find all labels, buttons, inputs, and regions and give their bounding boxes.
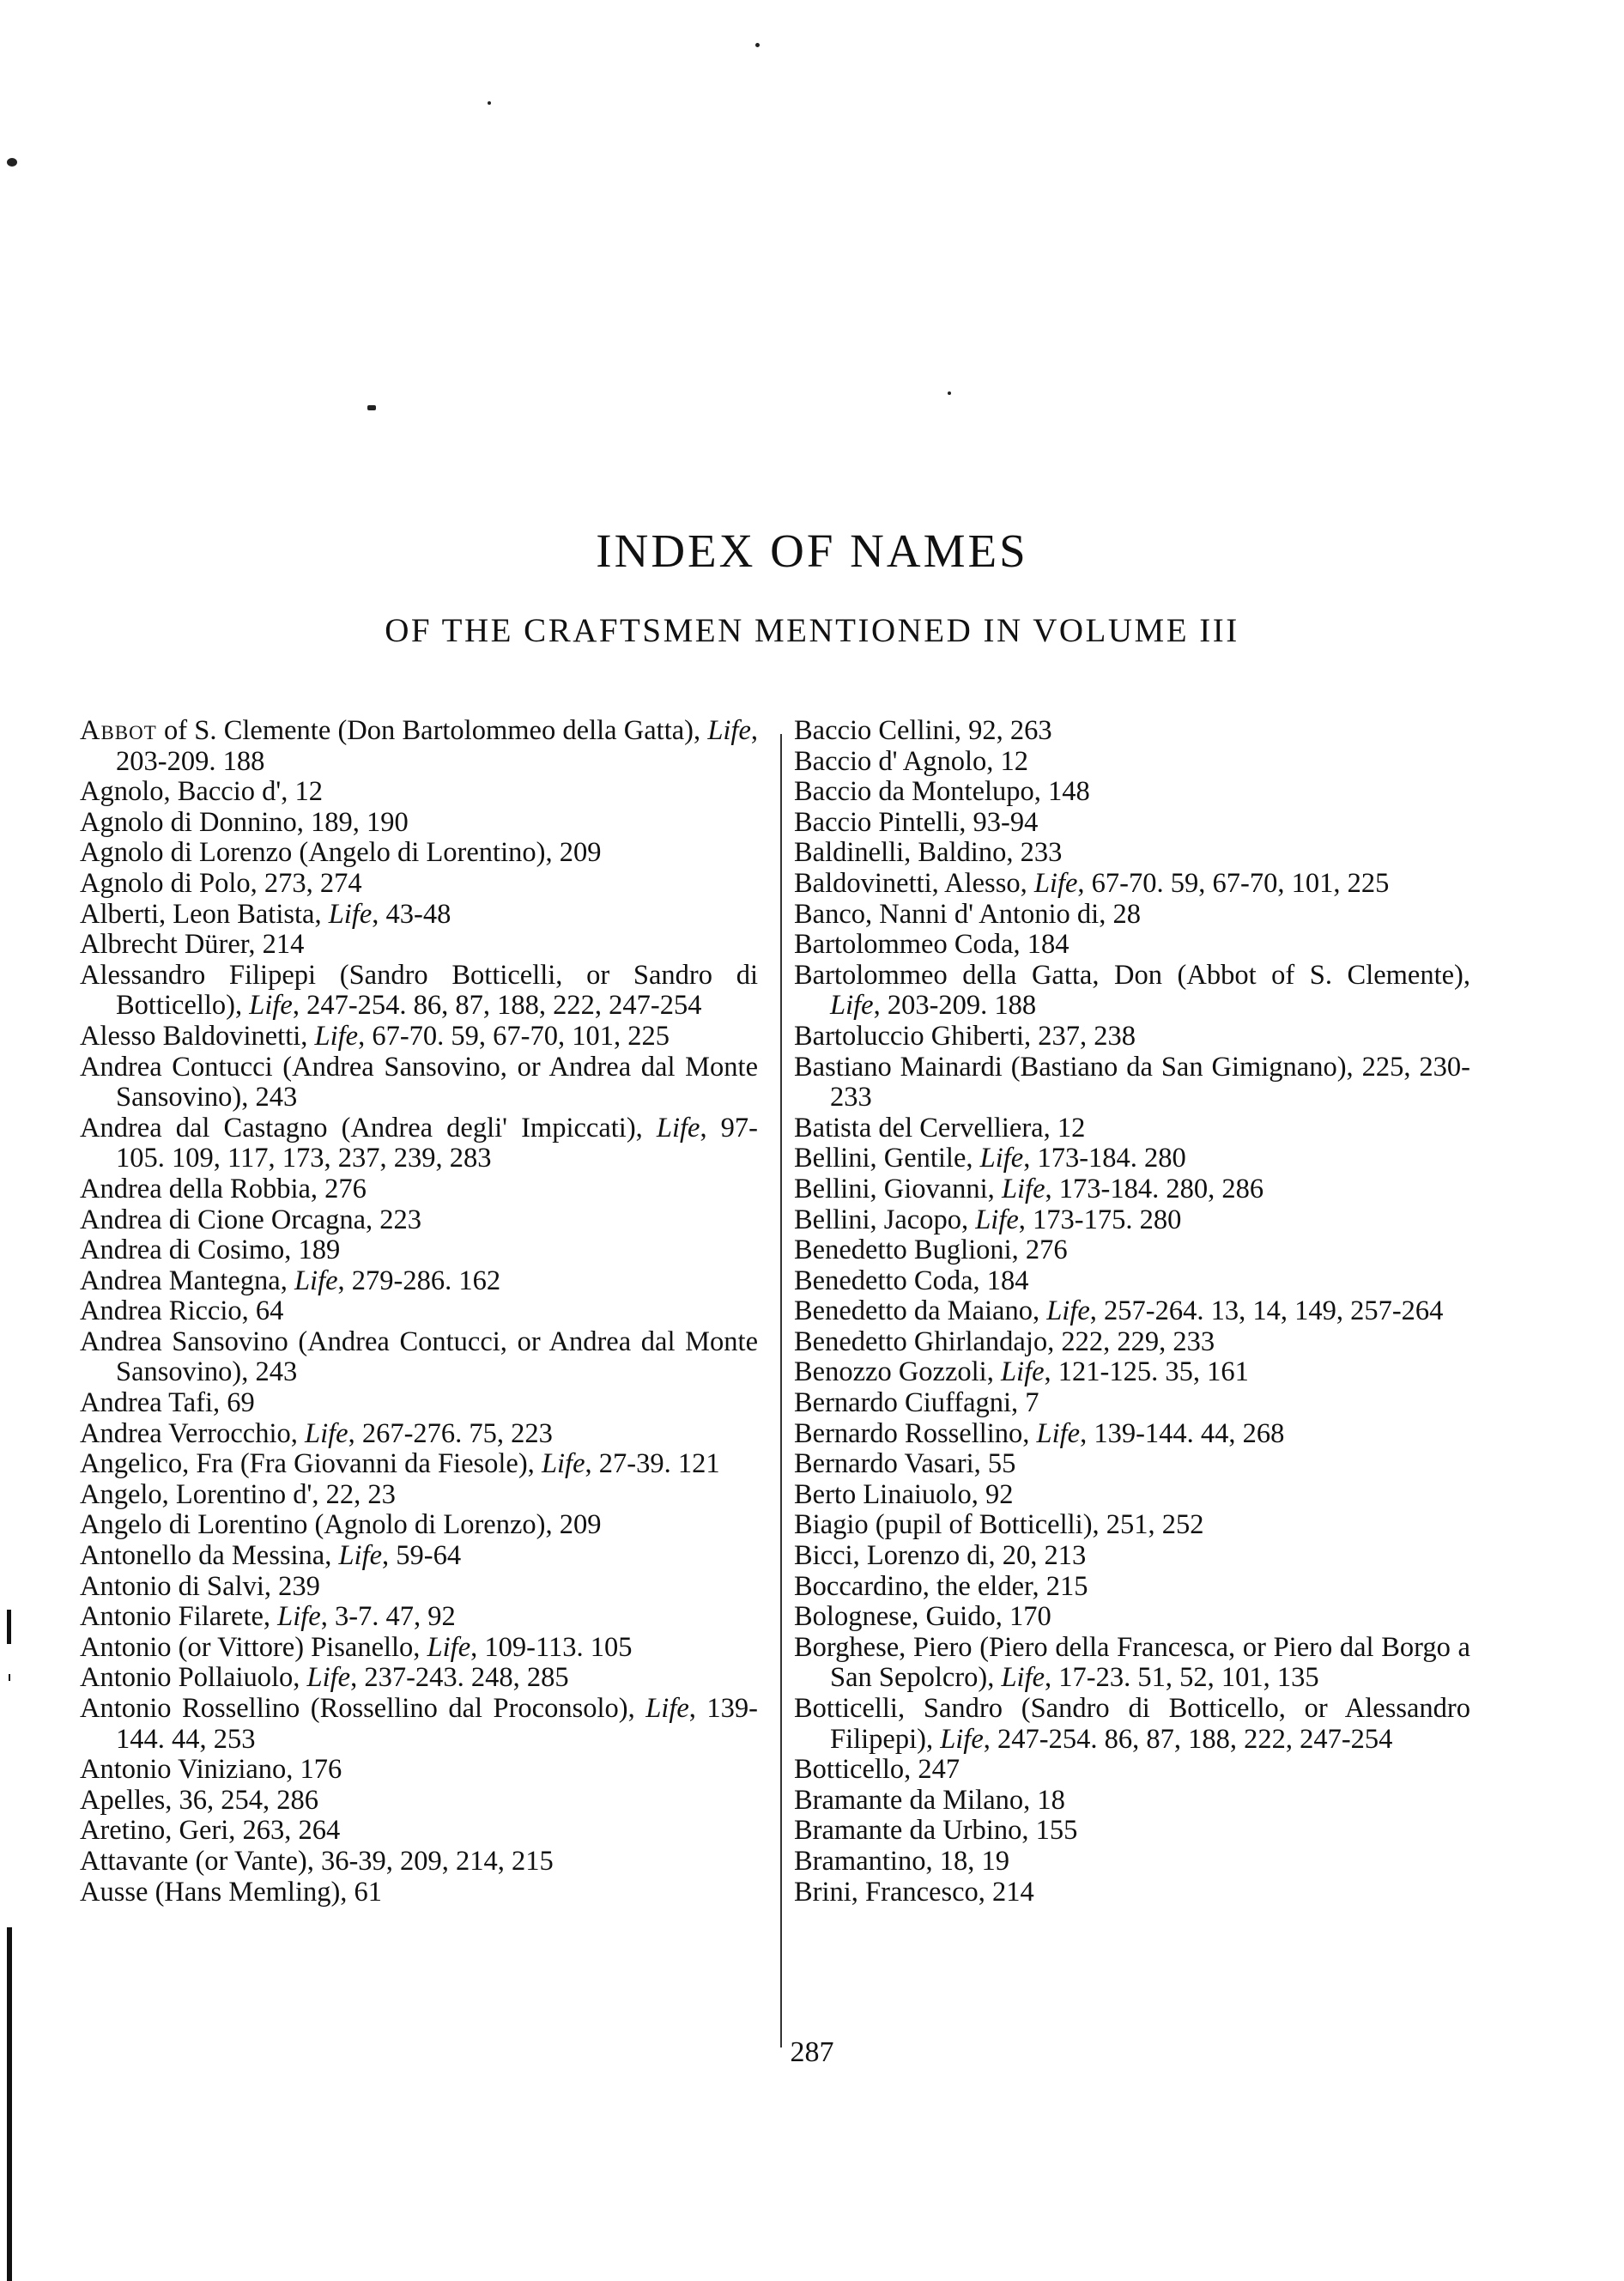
index-entry — [80, 1847, 758, 1878]
index-entry — [80, 1755, 758, 1786]
entry-life-label: Life — [645, 1693, 689, 1724]
column-divider — [780, 734, 782, 2047]
entry-name: Andrea Tafi, 69 — [80, 1387, 255, 1419]
index-entry — [794, 1694, 1470, 1755]
entry-life-label: Life — [338, 1540, 383, 1572]
index-entry — [80, 1663, 758, 1694]
index-entry — [794, 1510, 1470, 1541]
entry-pages: , 67-70. 59, 67-70, 101, 225 — [1077, 867, 1390, 899]
entry-name: Bastiano Mainardi (Bastiano da San Gimignano), 225, 230-233 — [794, 1051, 1470, 1113]
index-entry — [794, 777, 1470, 808]
entry-pages: , 267-276. 75, 223 — [348, 1417, 553, 1449]
entry-name: Bernardo Rossellino, — [794, 1417, 1037, 1449]
index-entry — [80, 1296, 758, 1327]
entry-name: Batista del Cervelliera, 12 — [794, 1112, 1086, 1144]
index-entry — [80, 1694, 758, 1755]
index-column-left — [80, 716, 758, 1908]
entry-name: Angelico, Fra (Fra Giovanni da Fiesole), — [80, 1448, 542, 1480]
index-entry — [794, 1266, 1470, 1297]
entry-name: Berto Linaiuolo, 92 — [794, 1478, 1014, 1510]
entry-life-label: Life — [427, 1631, 471, 1663]
entry-pages: , 247-254. 86, 87, 188, 222, 247-254 — [292, 990, 702, 1022]
entry-name: Andrea Riccio, 64 — [80, 1295, 284, 1327]
entry-name: Ausse (Hans Memling), 61 — [80, 1876, 383, 1908]
index-entry — [80, 838, 758, 869]
index-entry — [794, 1633, 1470, 1694]
entry-pages: , 3-7. 47, 92 — [320, 1601, 456, 1633]
index-entry — [80, 1419, 758, 1450]
entry-name: Alessandro Filipepi (Sandro Botticelli, or Sandro di Botticello), — [80, 959, 758, 1022]
entry-pages: , 27-39. 121 — [585, 1448, 720, 1480]
index-entry — [80, 1174, 758, 1205]
entry-name: Andrea di Cosimo, 189 — [80, 1235, 341, 1266]
entry-name: Bartoluccio Ghiberti, 237, 238 — [794, 1020, 1136, 1052]
entry-name: Baldinelli, Baldino, 233 — [794, 837, 1063, 869]
index-entry — [794, 1786, 1470, 1817]
entry-pages: , 173-184. 280, 286 — [1045, 1173, 1264, 1204]
entry-name: Bramantino, 18, 19 — [794, 1845, 1009, 1877]
scan-margin-mark — [7, 1610, 11, 1644]
index-entry — [80, 930, 758, 961]
entry-pages: , 203-209. 188 — [873, 990, 1037, 1022]
entry-pages: , 17-23. 51, 52, 101, 135 — [1045, 1662, 1319, 1694]
entry-pages: , 43-48 — [372, 898, 451, 930]
page-subtitle: OF THE CRAFTSMEN MENTIONED IN VOLUME III — [385, 612, 1239, 649]
entry-name: Botticelli, Sandro (Sandro di Botticello, or Alessandro Filipepi), — [794, 1693, 1470, 1755]
index-entry — [794, 838, 1470, 869]
entry-name: Botticello, 247 — [794, 1754, 960, 1786]
entry-life-label: Life — [1033, 867, 1078, 899]
entry-life-label: Life — [305, 1417, 348, 1449]
index-entry — [794, 961, 1470, 1022]
entry-life-label: Life — [975, 1204, 1019, 1235]
index-entry — [80, 1235, 758, 1266]
index-entry — [794, 1878, 1470, 1908]
entry-pages: , 139-144. 44, 253 — [116, 1693, 758, 1755]
index-entry — [80, 1022, 758, 1053]
index-entry — [794, 1449, 1470, 1480]
entry-name: Bellini, Gentile, — [794, 1143, 980, 1174]
index-entry — [80, 808, 758, 839]
index-entry — [794, 1572, 1470, 1603]
entry-life-label: Life — [1000, 1356, 1045, 1388]
entry-name: Andrea di Cione Orcagna, 223 — [80, 1204, 421, 1235]
index-entry — [794, 1205, 1470, 1236]
index-entry — [80, 1053, 758, 1113]
index-entry — [794, 930, 1470, 961]
entry-name: Antonio Viniziano, 176 — [80, 1754, 342, 1786]
scan-speck — [488, 101, 491, 105]
entry-life-label: Life — [328, 898, 373, 930]
entry-name: Agnolo di Donnino, 189, 190 — [80, 806, 409, 838]
index-entry — [794, 1602, 1470, 1633]
entry-pages: , 59-64 — [382, 1540, 462, 1572]
entry-name: Benedetto Buglioni, 276 — [794, 1235, 1068, 1266]
index-entry — [80, 1786, 758, 1817]
index-entry — [794, 1755, 1470, 1786]
entry-pages: , 139-144. 44, 268 — [1080, 1417, 1285, 1449]
index-entry — [794, 1296, 1470, 1327]
index-entry — [794, 747, 1470, 778]
entry-name: Boccardino, the elder, 215 — [794, 1570, 1088, 1602]
scan-margin-mark — [9, 1674, 10, 1681]
entry-name: Attavante (or Vante), 36-39, 209, 214, 215 — [80, 1845, 554, 1877]
index-entry — [80, 1541, 758, 1572]
entry-lead: Abbot — [80, 715, 157, 746]
entry-life-label: Life — [979, 1143, 1024, 1174]
entry-name: Borghese, Piero (Piero della Francesca, or Piero dal Borgo a San Sepolcro), — [794, 1631, 1470, 1694]
index-entry — [794, 1480, 1470, 1511]
scan-speck — [367, 405, 376, 410]
index-entry — [794, 1541, 1470, 1572]
scan-margin-mark — [7, 1927, 12, 2281]
entry-name: Brini, Francesco, 214 — [794, 1876, 1034, 1908]
entry-name: Agnolo, Baccio d', 12 — [80, 776, 323, 808]
entry-pages: , 67-70. 59, 67-70, 101, 225 — [358, 1020, 670, 1052]
index-entry — [80, 1480, 758, 1511]
index-entry — [80, 1816, 758, 1847]
index-entry — [794, 900, 1470, 931]
index-entry — [794, 808, 1470, 839]
index-entry — [80, 1510, 758, 1541]
index-entry — [80, 1602, 758, 1633]
entry-life-label: Life — [249, 990, 293, 1022]
index-entry — [794, 1357, 1470, 1388]
entry-name: Agnolo di Polo, 273, 274 — [80, 867, 362, 899]
entry-name: Benedetto da Maiano, — [794, 1295, 1047, 1327]
entry-name: Andrea della Robbia, 276 — [80, 1173, 367, 1204]
entry-pages: , 121-125. 35, 161 — [1044, 1356, 1249, 1388]
index-entry — [80, 1449, 758, 1480]
entry-pages: , 247-254. 86, 87, 188, 222, 247-254 — [983, 1723, 1393, 1755]
entry-name: Baccio d' Agnolo, 12 — [794, 745, 1029, 777]
entry-name: Antonio Rossellino (Rossellino dal Proconsolo), — [80, 1693, 646, 1724]
page-number: 287 — [790, 2036, 834, 2068]
entry-name: Baldovinetti, Alesso, — [794, 867, 1034, 899]
entry-name: Andrea Verrocchio, — [80, 1417, 305, 1449]
entry-name: Baccio Cellini, 92, 263 — [794, 715, 1052, 746]
scan-speck — [755, 43, 760, 47]
entry-life-label: Life — [277, 1601, 321, 1633]
entry-name: Angelo, Lorentino d', 22, 23 — [80, 1478, 396, 1510]
index-entry — [80, 961, 758, 1022]
scan-speck — [7, 158, 17, 167]
entry-pages: , 173-184. 280 — [1023, 1143, 1186, 1174]
index-entry — [794, 1144, 1470, 1174]
entry-name: Bartolommeo della Gatta, Don (Abbot of S. Clemente), — [794, 959, 1470, 991]
entry-life-label: Life — [830, 990, 874, 1022]
entry-name: Bramante da Urbino, 155 — [794, 1815, 1078, 1847]
entry-name: Antonio Filarete, — [80, 1601, 278, 1633]
index-entry — [794, 1113, 1470, 1144]
entry-name: Bartolommeo Coda, 184 — [794, 929, 1070, 961]
entry-life-label: Life — [656, 1112, 700, 1144]
index-entry — [80, 1388, 758, 1419]
entry-pages: , 279-286. 162 — [337, 1265, 501, 1296]
entry-name: Baccio Pintelli, 93-94 — [794, 806, 1039, 838]
index-entry — [80, 1205, 758, 1236]
entry-pages: , 109-113. 105 — [470, 1631, 633, 1663]
entry-life-label: Life — [306, 1662, 351, 1694]
entry-name: Alesso Baldovinetti, — [80, 1020, 315, 1052]
entry-name: Bernardo Ciuffagni, 7 — [794, 1387, 1039, 1419]
entry-pages: , 173-175. 280 — [1018, 1204, 1182, 1235]
index-entry — [80, 900, 758, 931]
entry-life-label: Life — [1036, 1417, 1081, 1449]
index-entry — [80, 1113, 758, 1174]
index-entry — [794, 1174, 1470, 1205]
entry-life-label: Life — [1001, 1173, 1045, 1204]
page-title: INDEX OF NAMES — [596, 525, 1028, 577]
entry-pages: , 257-264. 13, 14, 149, 257-264 — [1089, 1295, 1444, 1327]
entry-life-label: Life — [541, 1448, 585, 1480]
entry-name: Bellini, Giovanni, — [794, 1173, 1002, 1204]
entry-name: Bellini, Jacopo, — [794, 1204, 976, 1235]
index-entry — [794, 1022, 1470, 1053]
entry-life-label: Life — [314, 1020, 359, 1052]
entry-name: Andrea dal Castagno (Andrea degli' Impiccati), — [80, 1112, 657, 1144]
entry-name: Alberti, Leon Batista, — [80, 898, 329, 930]
entry-name: Bernardo Vasari, 55 — [794, 1448, 1016, 1480]
entry-pages: , 203-209. 188 — [116, 715, 758, 777]
index-entry — [794, 716, 1470, 747]
index-entry — [794, 869, 1470, 900]
entry-name: Benozzo Gozzoli, — [794, 1356, 1001, 1388]
entry-life-label: Life — [1001, 1662, 1045, 1694]
entry-name: Aretino, Geri, 263, 264 — [80, 1815, 341, 1847]
index-entry — [794, 1388, 1470, 1419]
entry-name: Benedetto Coda, 184 — [794, 1265, 1029, 1296]
entry-life-label: Life — [940, 1723, 984, 1755]
entry-name: Bramante da Milano, 18 — [794, 1784, 1065, 1816]
entry-name: Agnolo di Lorenzo (Angelo di Lorentino), 209 — [80, 837, 602, 869]
entry-pages: , 97-105. 109, 117, 173, 237, 239, 283 — [116, 1112, 758, 1174]
entry-name: Biagio (pupil of Botticelli), 251, 252 — [794, 1509, 1204, 1541]
index-entry — [80, 1327, 758, 1388]
index-entry — [80, 1878, 758, 1908]
index-entry — [80, 716, 758, 777]
index-entry — [794, 1847, 1470, 1878]
entry-name: Benedetto Ghirlandajo, 222, 229, 233 — [794, 1326, 1215, 1357]
entry-name: Angelo di Lorentino (Agnolo di Lorenzo), 209 — [80, 1509, 602, 1541]
index-entry — [80, 777, 758, 808]
entry-name: Antonio Pollaiuolo, — [80, 1662, 307, 1694]
index-entry — [794, 1816, 1470, 1847]
entry-name: Andrea Contucci (Andrea Sansovino, or Andrea dal Monte Sansovino), 243 — [80, 1051, 758, 1113]
index-column-right — [794, 716, 1470, 1908]
index-entry — [80, 1572, 758, 1603]
entry-life-label: Life — [294, 1265, 338, 1296]
entry-name: Antonello da Messina, — [80, 1540, 339, 1572]
entry-name: Andrea Mantegna, — [80, 1265, 294, 1296]
entry-name: Baccio da Montelupo, 148 — [794, 776, 1090, 808]
entry-name: Apelles, 36, 254, 286 — [80, 1784, 319, 1816]
index-entry — [80, 1266, 758, 1297]
index-entry — [794, 1327, 1470, 1358]
index-entry — [80, 1633, 758, 1664]
entry-name: Bicci, Lorenzo di, 20, 213 — [794, 1540, 1087, 1572]
entry-name: Antonio di Salvi, 239 — [80, 1570, 320, 1602]
entry-name: Antonio (or Vittore) Pisanello, — [80, 1631, 427, 1663]
entry-life-label: Life — [1046, 1295, 1090, 1327]
entry-life-label: Life — [707, 715, 751, 746]
index-entry — [794, 1235, 1470, 1266]
entry-pages: , 237-243. 248, 285 — [350, 1662, 569, 1694]
entry-name: Banco, Nanni d' Antonio di, 28 — [794, 898, 1141, 930]
index-entry — [794, 1419, 1470, 1450]
index-entry — [794, 1053, 1470, 1113]
entry-name: of S. Clemente (Don Bartolommeo della Gatta), — [156, 715, 708, 746]
entry-name: Bolognese, Guido, 170 — [794, 1601, 1051, 1633]
entry-name: Albrecht Dürer, 214 — [80, 929, 305, 961]
index-entry — [80, 869, 758, 900]
entry-name: Andrea Sansovino (Andrea Contucci, or Andrea dal Monte Sansovino), 243 — [80, 1326, 758, 1388]
scan-speck — [948, 391, 951, 395]
